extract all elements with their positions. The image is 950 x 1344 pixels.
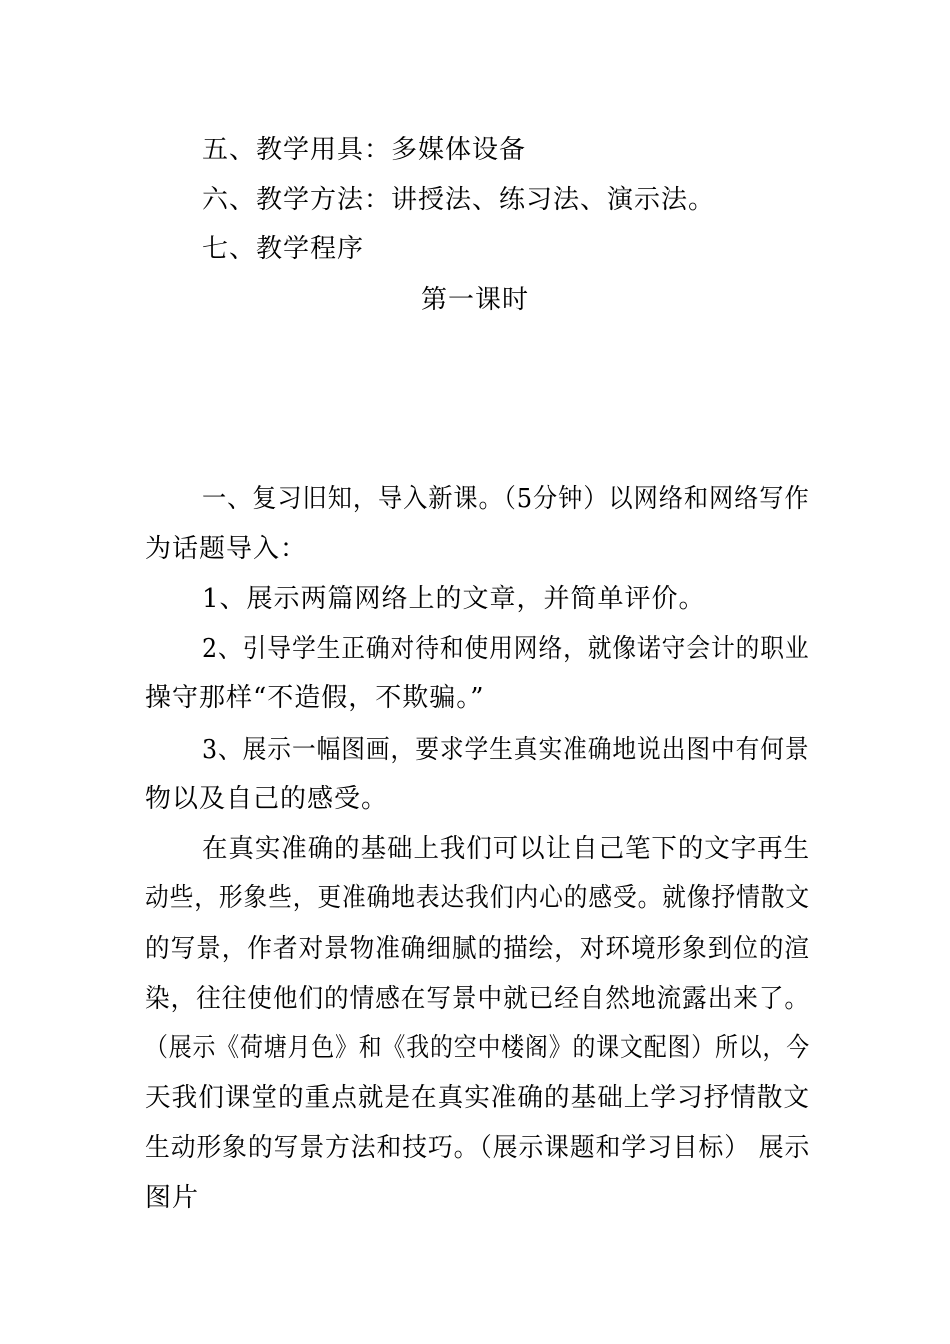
teaching-tools-line: 五、教学用具：多媒体设备 [202, 135, 527, 165]
intro-line-1: 一、复习旧知，导入新课。（5分钟）以网络和网络写作 [202, 484, 810, 514]
intro-line-2: 为话题导入： [145, 534, 308, 564]
item-1: 1、展示两篇网络上的文章，并简单评价。 [202, 584, 706, 614]
paragraph-line-8: 图片 [145, 1183, 200, 1213]
teaching-procedure-line: 七、教学程序 [202, 234, 365, 264]
paragraph-line-4: 染，往往使他们的情感在写景中就已经自然地流露出来了。 [145, 984, 811, 1014]
paragraph-line-3: 的写景，作者对景物准确细腻的描绘，对环境形象到位的渲 [145, 934, 811, 964]
teaching-methods-line: 六、教学方法：讲授法、练习法、演示法。 [202, 185, 716, 215]
section-heading: 第一课时 [420, 285, 529, 315]
paragraph-line-2: 动些，形象些，更准确地表达我们内心的感受。就像抒情散文 [145, 883, 811, 913]
item-2-line-2: 操守那样“不造假，不欺骗。” [145, 683, 485, 713]
item-3-line-1: 3、展示一幅图画，要求学生真实准确地说出图中有何景 [202, 735, 810, 765]
paragraph-line-5: （展示《荷塘月色》和《我的空中楼阁》的课文配图）所以，今 [145, 1033, 810, 1063]
item-3-line-2: 物以及自己的感受。 [145, 784, 389, 814]
paragraph-line-6: 天我们课堂的重点就是在真实准确的基础上学习抒情散文 [145, 1083, 811, 1113]
paragraph-line-7: 生动形象的写景方法和技巧。（展示课题和学习目标） 展示 [145, 1133, 811, 1163]
item-2-line-1: 2、引导学生正确对待和使用网络，就像诺守会计的职业 [202, 634, 810, 664]
paragraph-line-1: 在真实准确的基础上我们可以让自己笔下的文字再生 [202, 834, 811, 864]
